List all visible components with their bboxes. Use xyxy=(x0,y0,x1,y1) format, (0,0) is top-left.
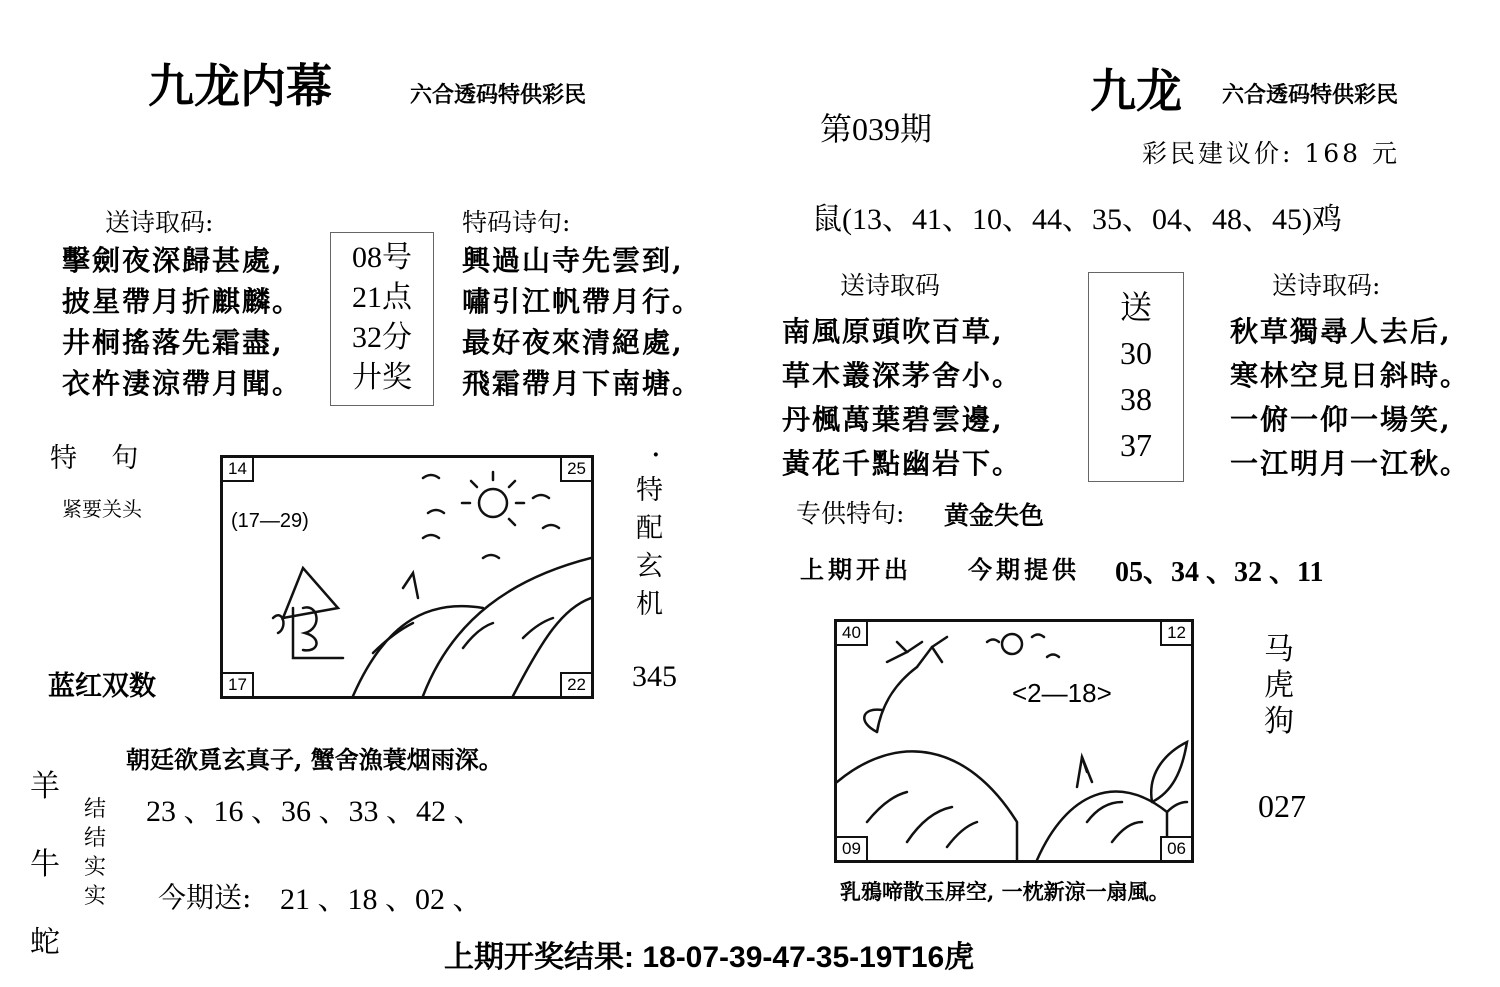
right-special-text: 黄金失色 xyxy=(944,501,1045,530)
poem-line: 興過山寺先雲到, xyxy=(462,244,684,277)
left-today-numbers: 21 、18 、02 、 xyxy=(280,883,483,916)
right-special-label: 专供特句: xyxy=(796,499,905,528)
left-side-number: 345 xyxy=(632,660,677,693)
left-pic-br: 22 xyxy=(560,672,593,698)
right-box-lines xyxy=(1088,284,1184,468)
last-draw-result: 上期开奖结果: 18-07-39-47-35-19T16虎 xyxy=(444,941,975,974)
left-result-chars xyxy=(84,795,106,911)
zodiac-char: 蛇 xyxy=(30,925,60,960)
box-line: 37 xyxy=(1120,427,1152,463)
left-side-chars xyxy=(636,472,663,624)
side-char: 机 xyxy=(636,589,663,620)
left-poem-header-1: 送诗取码: xyxy=(105,208,214,237)
right-poem-header-1: 送诗取码 xyxy=(840,271,941,300)
left-pic-tl: 14 xyxy=(221,456,254,482)
left-title: 九龙内幕 xyxy=(148,59,332,113)
box-line: 21点 xyxy=(352,281,412,314)
side-char: 马 xyxy=(1264,632,1294,667)
zodiac-char: 羊 xyxy=(30,769,60,804)
right-pic-range: <2—18> xyxy=(1012,678,1112,708)
box-line: 08号 xyxy=(352,241,412,274)
last-issue-label: 上期开出 xyxy=(800,555,912,584)
result-char: 结 xyxy=(84,826,107,851)
poem-line: 擊劍夜深歸甚處, xyxy=(62,244,284,277)
poem-line: 嘯引江帆帶月行。 xyxy=(462,285,703,318)
left-special-label: 特 句 xyxy=(50,443,139,474)
box-line: 送 xyxy=(1119,289,1152,325)
issue-number: 第039期 xyxy=(820,111,933,147)
right-side-number: 027 xyxy=(1258,788,1306,824)
box-line: 32分 xyxy=(352,321,412,354)
poem-line: 衣杵淒涼帶月聞。 xyxy=(62,367,303,400)
left-box-lines xyxy=(330,238,434,398)
poem-line: 丹楓萬葉碧雲邊, xyxy=(782,403,1004,436)
poem-line: 井桐搖落先霜盡, xyxy=(62,326,284,359)
left-pic-tr: 25 xyxy=(560,456,593,482)
left-zodiac xyxy=(30,748,60,982)
box-line: 30 xyxy=(1120,335,1152,371)
side-char: 配 xyxy=(636,513,663,544)
left-poem-header-2: 特码诗句: xyxy=(462,208,571,237)
right-pic-tr: 12 xyxy=(1160,620,1193,646)
right-title: 九龙 xyxy=(1090,64,1182,118)
poem-line: 飛霜帶月下南塘。 xyxy=(462,367,703,400)
suggested-price: 彩民建议价: 168 元 xyxy=(1142,139,1401,168)
left-pic-bl: 17 xyxy=(221,672,254,698)
right-sketch xyxy=(837,622,1191,860)
left-special-text: 紧要关头 xyxy=(62,497,142,521)
right-verse: 乳鴉啼散玉屏空, 一枕新涼一扇風。 xyxy=(840,879,1170,904)
left-side-dot: · xyxy=(652,442,660,468)
side-char: 狗 xyxy=(1264,704,1294,739)
box-line: 廾奖 xyxy=(352,361,412,394)
right-pic-bl: 09 xyxy=(835,836,868,862)
shu-ji-line: 鼠(13、41、10、44、35、04、48、45)鸡 xyxy=(812,203,1342,236)
left-poem-2 xyxy=(462,240,702,404)
zodiac-char: 牛 xyxy=(30,847,60,882)
box-line: 38 xyxy=(1120,381,1152,417)
right-today-numbers: 05、34 、32 、11 xyxy=(1115,557,1324,588)
poem-line: 披星帶月折麒麟。 xyxy=(62,285,303,318)
result-char: 实 xyxy=(84,884,107,909)
side-char: 玄 xyxy=(636,551,663,582)
right-side-chars xyxy=(1264,632,1294,740)
poem-line: 草木叢深茅舍小。 xyxy=(782,359,1023,392)
right-pic-tl: 40 xyxy=(835,620,868,646)
left-subtitle: 六合透码特供彩民 xyxy=(410,82,587,108)
right-poem-2 xyxy=(1230,310,1470,486)
today-provide-label: 今期提供 xyxy=(968,555,1080,584)
left-poem-1 xyxy=(62,240,302,404)
right-poem-1 xyxy=(782,310,1022,486)
right-sketch-frame xyxy=(834,619,1194,863)
poem-line: 一俯一仰一場笑, xyxy=(1230,403,1452,436)
left-today-label: 今期送: xyxy=(158,881,252,914)
poem-line: 南風原頭吹百草, xyxy=(782,315,1004,348)
left-sketch-frame xyxy=(220,455,594,699)
right-subtitle: 六合透码特供彩民 xyxy=(1222,82,1399,108)
poem-line: 黃花千點幽岩下。 xyxy=(782,447,1023,480)
side-char: 虎 xyxy=(1264,668,1294,703)
left-sketch xyxy=(223,458,591,696)
poem-line: 一江明月一江秋。 xyxy=(1230,447,1471,480)
result-char: 结 xyxy=(84,797,107,822)
result-char: 实 xyxy=(84,855,107,880)
left-verse: 朝廷欲覓玄真子, 蟹舍漁蓑烟雨深。 xyxy=(126,745,503,774)
poem-line: 秋草獨尋人去后, xyxy=(1230,315,1452,348)
side-char: 特 xyxy=(636,475,663,506)
left-pic-range: (17—29) xyxy=(231,510,309,532)
left-color-text: 蓝红双数 xyxy=(48,671,156,702)
poem-line: 最好夜來清絕處, xyxy=(462,326,684,359)
left-numbers: 23 、16 、36 、33 、42 、 xyxy=(146,795,484,828)
right-poem-header-2: 送诗取码: xyxy=(1272,271,1381,300)
right-pic-br: 06 xyxy=(1160,836,1193,862)
poem-line: 寒林空見日斜時。 xyxy=(1230,359,1471,392)
